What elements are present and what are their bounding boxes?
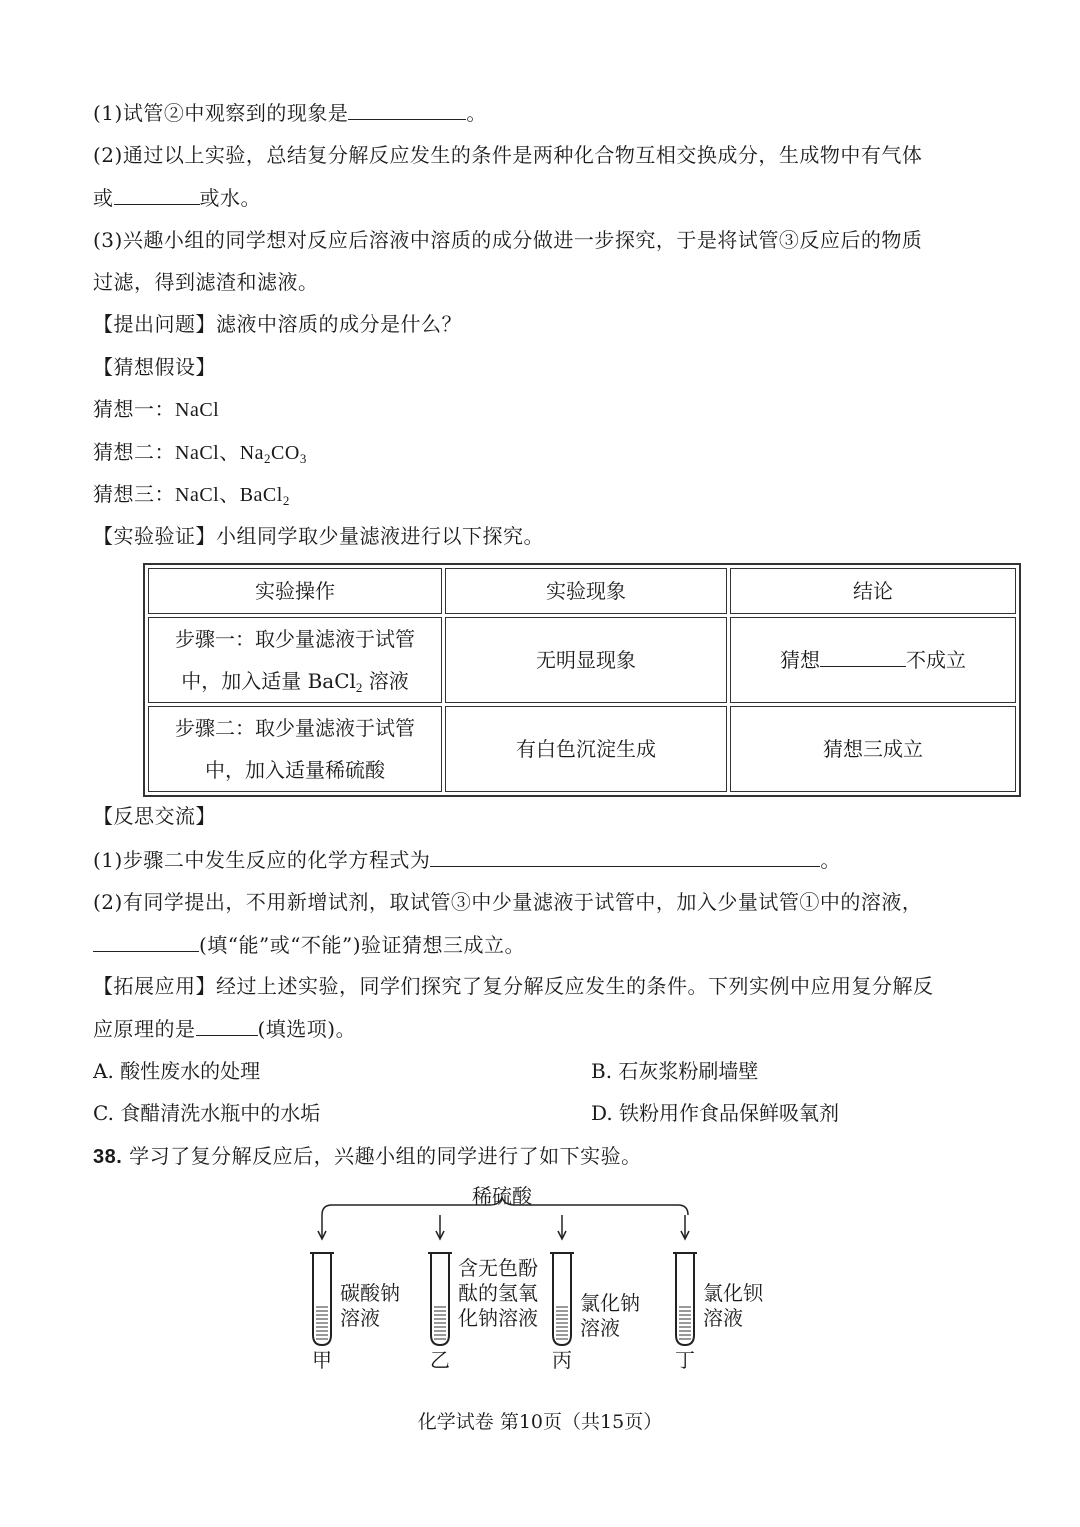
reagent-label: 稀硫酸 — [472, 1184, 532, 1208]
table-cell-operation — [148, 617, 442, 703]
table-cell-phenomenon: 无明显现象 — [445, 617, 727, 703]
option-a[interactable]: A. 酸性废水的处理 — [93, 1059, 261, 1083]
hypothesis-3-sub: 2 — [282, 493, 290, 508]
table-row — [148, 706, 1016, 792]
hypothesis-3-formula: NaCl、BaCl — [175, 484, 283, 506]
table-header-cell: 实验操作 — [148, 568, 442, 614]
hypothesis-2-sub-b: 3 — [299, 451, 307, 466]
q2-line2-suffix: 或水。 — [199, 186, 261, 210]
extension-suffix: (填选项)。 — [257, 1017, 357, 1041]
tube-label: 甲 — [312, 1348, 332, 1372]
tube-group — [310, 1215, 764, 1372]
table-cell-conclusion: 猜想三成立 — [730, 706, 1016, 792]
table-header-row — [148, 568, 1016, 614]
table-cell-operation — [148, 706, 442, 792]
page-footer: 化学试卷 第10页（共15页） — [417, 1411, 663, 1433]
r1-answer-blank[interactable] — [430, 846, 820, 867]
r1-line — [93, 846, 841, 873]
question-38-text: 学习了复分解反应后，兴趣小组的同学进行了如下实验。 — [122, 1144, 642, 1168]
op-sub: 2 — [355, 680, 363, 695]
tube-description: 含无色酚 — [458, 1256, 538, 1280]
hypothesis-1 — [93, 396, 219, 423]
tube-description: 溶液 — [340, 1306, 380, 1330]
tube-description: 溶液 — [580, 1316, 620, 1340]
hypothesis-2-formula-a: NaCl、Na — [175, 442, 265, 464]
q2-line2-prefix: 或 — [93, 186, 114, 210]
table-header-cell: 结论 — [730, 568, 1016, 614]
hypothesis-2-sub-a: 2 — [264, 451, 272, 466]
hypothesis-2-label: 猜想二： — [93, 440, 175, 464]
q3-line1: (3)兴趣小组的同学想对反应后溶液中溶质的成分做进一步探究，于是将试管③反应后的物质 — [93, 228, 923, 252]
r2-suffix: (填“能”或“不能”)验证猜想三成立。 — [199, 933, 526, 957]
tube-description: 酞的氢氧 — [458, 1281, 538, 1305]
hypothesis-3-label: 猜想三： — [93, 482, 175, 506]
option-d[interactable]: D. 铁粉用作食品保鲜吸氧剂 — [591, 1101, 840, 1125]
op-line: 中，加入适量稀硫酸 — [205, 758, 385, 782]
q2-answer-blank[interactable] — [114, 184, 200, 205]
q2-line2 — [93, 184, 261, 211]
op-line: 步骤一：取少量滤液于试管 — [175, 627, 415, 651]
option-c[interactable]: C. 食醋清洗水瓶中的水垢 — [93, 1101, 321, 1125]
table-cell-conclusion — [730, 617, 1016, 703]
conclusion-post: 不成立 — [906, 648, 966, 672]
experiment-table — [143, 563, 1021, 797]
tube-description: 氯化钡 — [703, 1281, 763, 1305]
q3-line2: 过滤，得到滤渣和滤液。 — [93, 270, 319, 294]
op-text: 中，加入适量 BaCl — [181, 669, 356, 693]
hypothesis-header: 【猜想假设】 — [93, 355, 216, 379]
r2-answer-blank[interactable] — [93, 931, 199, 952]
tube-description: 化钠溶液 — [458, 1306, 538, 1330]
raise-question: 【提出问题】滤液中溶质的成分是什么？ — [93, 312, 462, 336]
q1-line — [93, 99, 487, 126]
q1-suffix: 。 — [466, 101, 487, 125]
extension-line1: 【拓展应用】经过上述实验，同学们探究了复分解反应发生的条件。下列实例中应用复分解反 — [93, 974, 934, 998]
tube-label: 丙 — [552, 1348, 572, 1372]
r1-suffix: 。 — [820, 848, 841, 872]
tube-description: 碳酸钠 — [340, 1281, 400, 1305]
hypothesis-1-formula: NaCl — [175, 399, 220, 421]
question-38 — [93, 1143, 642, 1170]
r2-line2 — [93, 931, 525, 958]
extension-prefix: 应原理的是 — [93, 1017, 196, 1041]
reflection-header: 【反思交流】 — [93, 804, 216, 828]
q2-line1: (2)通过以上实验，总结复分解反应发生的条件是两种化合物互相交换成分，生成物中有气体 — [93, 143, 923, 167]
r2-line1: (2)有同学提出，不用新增试剂，取试管③中少量滤液于试管中，加入少量试管①中的溶液， — [93, 890, 923, 914]
extension-answer-blank[interactable] — [196, 1015, 258, 1036]
test-tube-figure — [300, 1175, 800, 1375]
hypothesis-1-label: 猜想一： — [93, 397, 175, 421]
question-number: 38. — [93, 1146, 123, 1168]
r1-prefix: (1)步骤二中发生反应的化学方程式为 — [93, 848, 431, 872]
hypothesis-2-formula-b: CO — [271, 442, 300, 464]
table-header-cell: 实验现象 — [445, 568, 727, 614]
tube-description: 氯化钠 — [580, 1291, 640, 1315]
conclusion-pre: 猜想 — [780, 648, 820, 672]
op-line — [155, 660, 435, 702]
tube-label: 乙 — [430, 1348, 450, 1372]
tube-label: 丁 — [675, 1348, 695, 1372]
extension-line2 — [93, 1015, 356, 1042]
op-text: 溶液 — [362, 669, 409, 693]
table-cell-phenomenon: 有白色沉淀生成 — [445, 706, 727, 792]
table-row — [148, 617, 1016, 703]
q1-answer-blank[interactable] — [348, 99, 466, 120]
tube-description: 溶液 — [703, 1306, 743, 1330]
option-b[interactable]: B. 石灰浆粉刷墙壁 — [591, 1059, 759, 1083]
op-line: 步骤二：取少量滤液于试管 — [175, 716, 415, 740]
hypothesis-3 — [93, 481, 290, 508]
hypothesis-2 — [93, 439, 307, 466]
q1-prefix: (1)试管②中观察到的现象是 — [93, 101, 349, 125]
conclusion-answer-blank[interactable] — [820, 646, 906, 667]
verify-line: 【实验验证】小组同学取少量滤液进行以下探究。 — [93, 524, 544, 548]
